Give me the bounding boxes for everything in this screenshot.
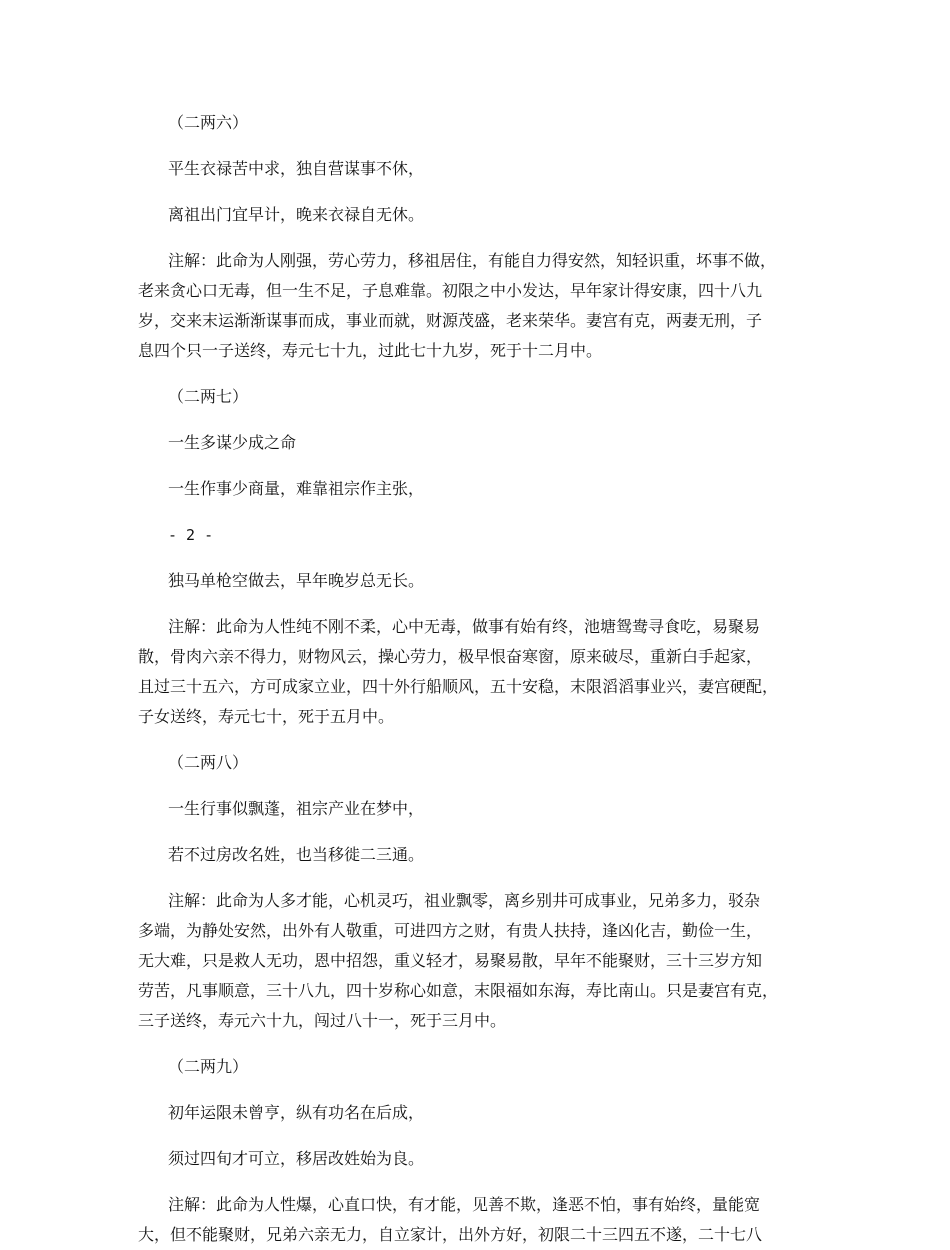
annotation-line: 子女送终，寿元七十，死于五月中。 bbox=[138, 707, 395, 726]
verse-line: 离祖出门宜早计，晚来衣禄自无休。 bbox=[168, 205, 425, 224]
section-heading-266: （二两六） bbox=[168, 113, 249, 132]
annotation-line: 注解：此命为人性纯不刚不柔，心中无毒，做事有始有终，池塘鸳鸯寻食吃，易聚易 bbox=[168, 617, 761, 636]
annotation-line: 无大难，只是救人无功，恩中招怨，重义轻才，易聚易散，早年不能聚财，三十三岁方知 bbox=[138, 951, 763, 970]
section-title: 一生多谋少成之命 bbox=[168, 433, 297, 452]
annotation-line: 劳苦，凡事顺意，三十八九，四十岁称心如意，末限福如东海，寿比南山。只是妻宫有克， bbox=[138, 981, 779, 1000]
verse-line: 须过四旬才可立，移居改姓始为良。 bbox=[168, 1149, 425, 1168]
page-number: - 2 - bbox=[168, 526, 214, 544]
annotation-paragraph-269 bbox=[138, 1190, 788, 1250]
annotation-line: 岁，交来末运渐渐谋事而成，事业而就，财源茂盛，老来荣华。妻宫有克，两妻无刑，子 bbox=[138, 311, 763, 330]
verse-line: 一生行事似飘蓬，祖宗产业在梦中， bbox=[168, 799, 425, 818]
annotation-paragraph-268 bbox=[138, 886, 788, 1036]
annotation-line: 大，但不能聚财，兄弟六亲无力，自立家计，出外方好，初限二十三四五不遂，二十七八 bbox=[138, 1225, 763, 1244]
annotation-line: 注解：此命为人性爆，心直口快，有才能，见善不欺，逢恶不怕，事有始终，量能宽 bbox=[168, 1195, 761, 1214]
section-heading-269: （二两九） bbox=[168, 1057, 249, 1076]
annotation-line: 老来贪心口无毒，但一生不足，子息难靠。初限之中小发达，早年家计得安康，四十八九 bbox=[138, 281, 763, 300]
section-heading-267: （二两七） bbox=[168, 387, 249, 406]
verse-line: 平生衣禄苦中求，独自营谋事不休， bbox=[168, 159, 425, 178]
annotation-paragraph-266 bbox=[138, 246, 788, 366]
annotation-line: 息四个只一子送终，寿元七十九，过此七十九岁，死于十二月中。 bbox=[138, 341, 603, 360]
annotation-line: 注解：此命为人多才能，心机灵巧，祖业飘零，离乡别井可成事业，兄弟多力，驳杂 bbox=[168, 891, 761, 910]
annotation-line: 且过三十五六，方可成家立业，四十外行船顺风，五十安稳，末限滔滔事业兴，妻宫硬配， bbox=[138, 677, 779, 696]
document-body bbox=[138, 108, 804, 1250]
annotation-paragraph-267 bbox=[138, 612, 788, 732]
verse-line: 一生作事少商量，难靠祖宗作主张， bbox=[168, 479, 425, 498]
verse-line: 独马单枪空做去，早年晚岁总无长。 bbox=[168, 571, 425, 590]
verse-line: 初年运限未曾亨，纵有功名在后成， bbox=[168, 1103, 425, 1122]
verse-line: 若不过房改名姓，也当移徙二三通。 bbox=[168, 845, 425, 864]
annotation-line: 注解：此命为人刚强，劳心劳力，移祖居住，有能自力得安然，知轻识重，坏事不做， bbox=[168, 251, 777, 270]
section-heading-268: （二两八） bbox=[168, 753, 249, 772]
annotation-line: 多端，为静处安然，出外有人敬重，可进四方之财，有贵人扶持，逢凶化吉，勤俭一生， bbox=[138, 921, 763, 940]
annotation-line: 三子送终，寿元六十九，闯过八十一，死于三月中。 bbox=[138, 1011, 507, 1030]
annotation-line: 散，骨肉六亲不得力，财物风云，操心劳力，极早恨奋寒窗，原来破尽，重新白手起家， bbox=[138, 647, 763, 666]
